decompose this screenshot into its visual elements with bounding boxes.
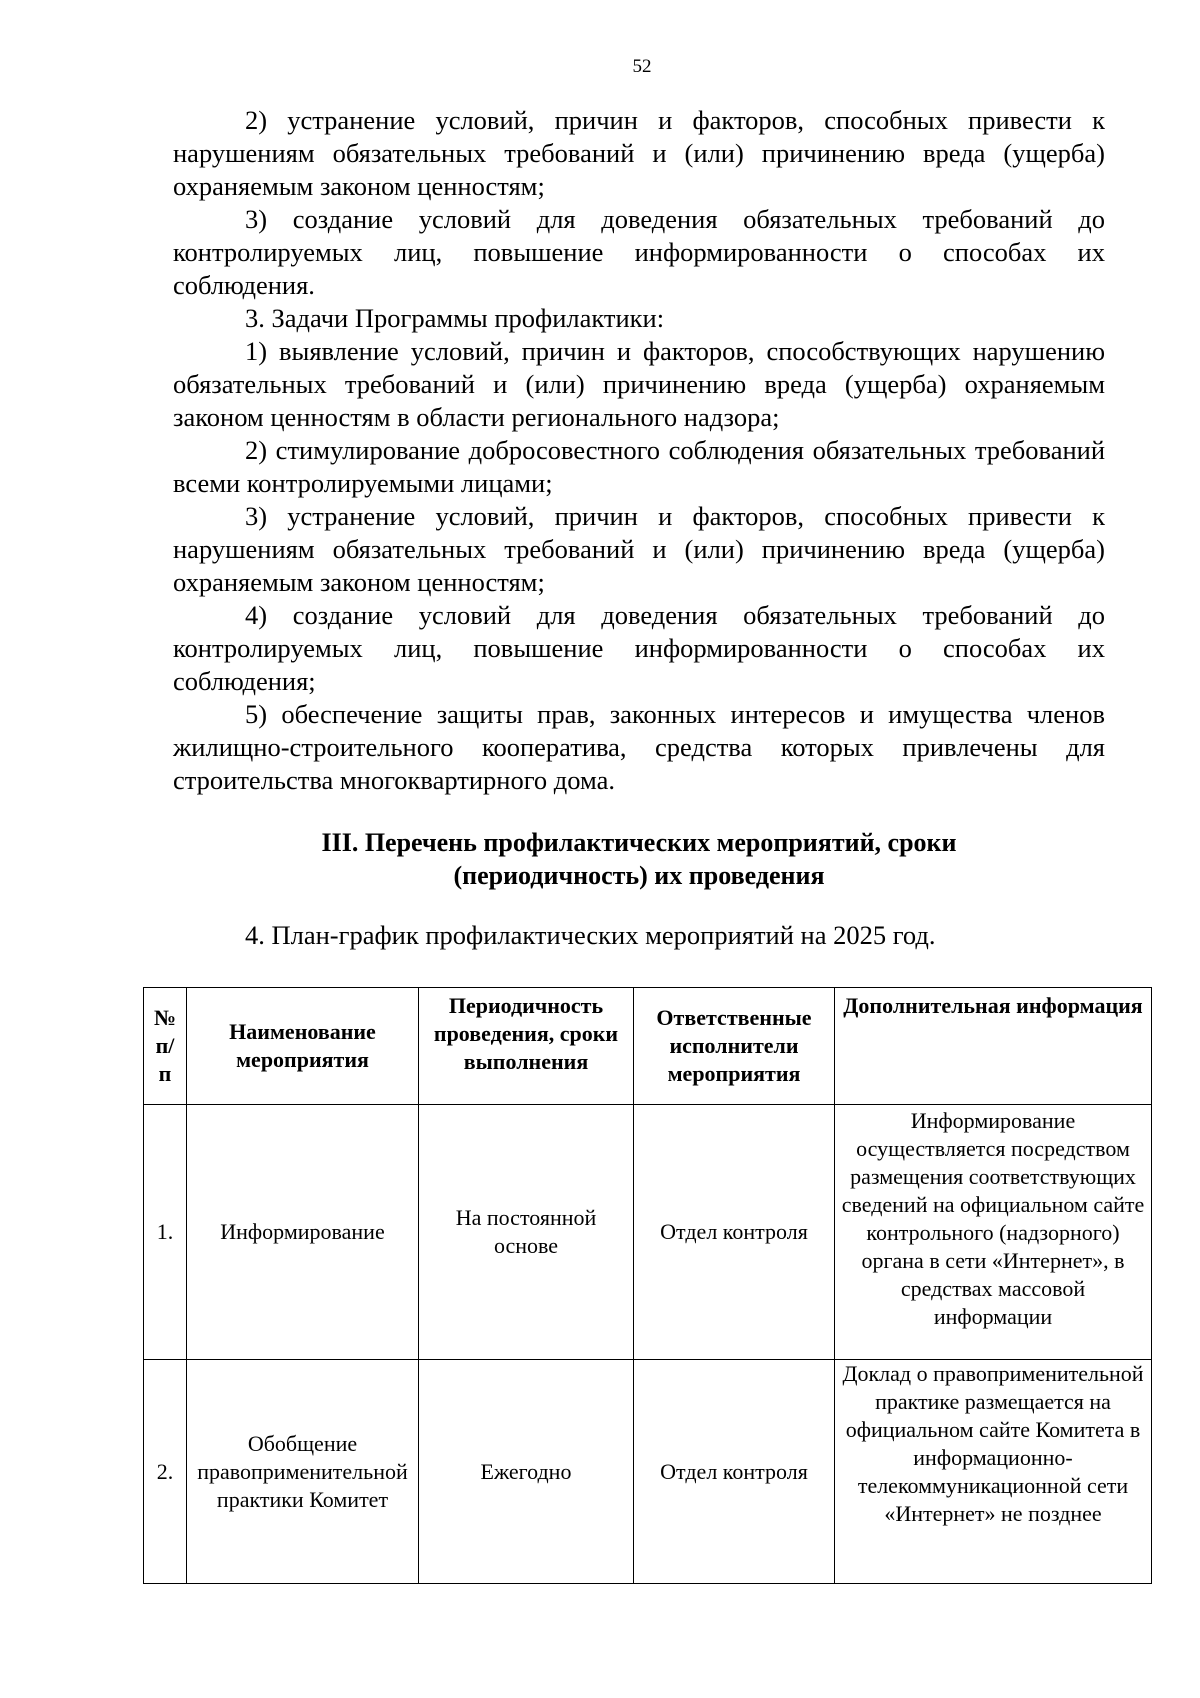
cell-name: Информирование [187,1105,419,1360]
paragraph: 2) стимулирование добросовестного соблюдения обязательных требований всеми контролируемыми лицами; [173,435,1105,498]
section-heading-line2: (периодичность) их проведения [453,861,825,890]
plan-title: 4. План-график профилактических мероприятий на 2025 год. [245,920,936,950]
paragraph: 3) создание условий для доведения обязательных требований до контролируемых лиц, повышение информированности о способах их соблюдения. [173,204,1105,300]
table-row [144,1360,1152,1584]
header-responsible: Ответственные исполнители мероприятия [634,988,835,1105]
section-heading-line1: III. Перечень профилактических мероприятий, сроки [321,828,957,857]
section-heading [173,826,1105,892]
header-info: Дополнительная информация [835,988,1152,1105]
paragraph: 3) устранение условий, причин и факторов, способных привести к нарушениям обязательных требований и (или) причинению вреда (ущерба) охраняемым законом ценностям; [173,501,1105,597]
cell-num: 1. [144,1105,187,1360]
header-period: Периодичность проведения, сроки выполнения [419,988,634,1105]
cell-period: На постоянной основе [419,1105,634,1360]
body-text [173,104,1105,797]
paragraph: 3. Задачи Программы профилактики: [245,303,665,333]
cell-info: Доклад о правоприменительной практике размещается на официальном сайте Комитета в информационно-телекоммуникационной сети «Интернет» не позднее [835,1360,1152,1584]
paragraph: 4) создание условий для доведения обязательных требований до контролируемых лиц, повышение информированности о способах их соблюдения; [173,600,1105,696]
cell-name: Обобщение правоприменительной практики Комитет [187,1360,419,1584]
paragraph: 1) выявление условий, причин и факторов, способствующих нарушению обязательных требований и (или) причинению вреда (ущерба) охраняемым законом ценностям в области регионального надзора; [173,336,1105,432]
paragraph: 2) устранение условий, причин и факторов, способных привести к нарушениям обязательных требований и (или) причинению вреда (ущерба) охраняемым законом ценностям; [173,105,1105,201]
table-row [144,1105,1152,1360]
cell-info: Информирование осуществляется посредством размещения соответствующих сведений на официальном сайте контрольного (надзорного) органа в сети «Интернет», в средствах массовой информации [835,1105,1152,1360]
cell-period: Ежегодно [419,1360,634,1584]
paragraph: 5) обеспечение защиты прав, законных интересов и имущества членов жилищно-строительного кооператива, средства которых привлечены для строительства многоквартирного дома. [173,699,1105,795]
header-name: Наименование мероприятия [187,988,419,1105]
table-header-row [144,988,1152,1105]
cell-responsible: Отдел контроля [634,1105,835,1360]
plan-table [143,987,1152,1584]
page-number: 52 [632,56,652,77]
header-num: № п/ п [144,988,187,1105]
cell-responsible: Отдел контроля [634,1360,835,1584]
cell-num: 2. [144,1360,187,1584]
